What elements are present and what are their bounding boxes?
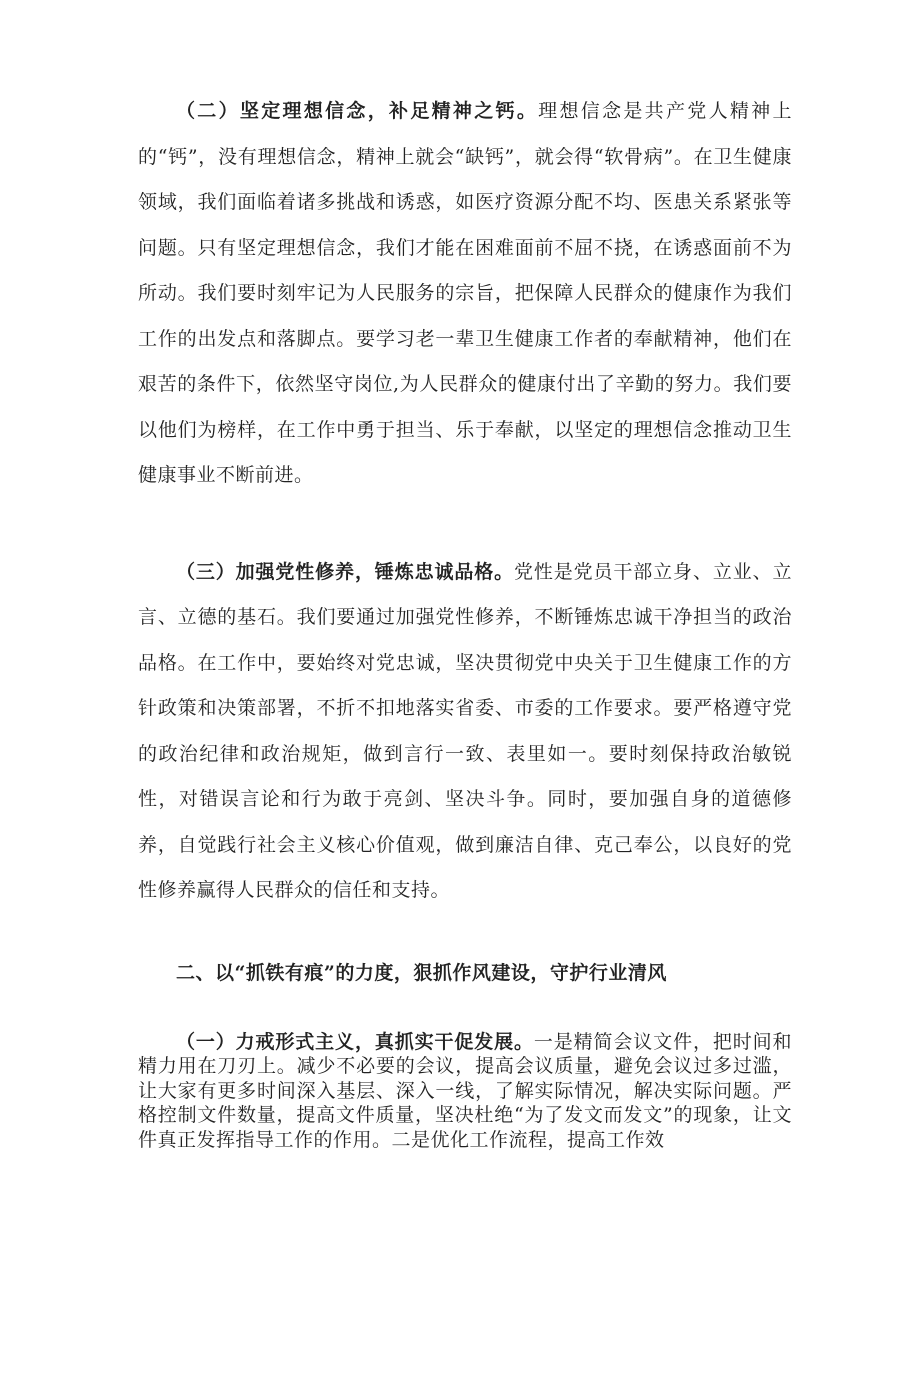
paragraph-strengthen-ideals xyxy=(138,89,792,499)
document-page xyxy=(0,89,920,1390)
paragraph-lead: （三）加强党性修养，锤炼忠诚品格。 xyxy=(176,560,514,583)
paragraph-body: 理想信念是共产党人精神上的“钙”，没有理想信念，精神上就会“缺钙”，就会得“软骨病”。在卫生健康领域，我们面临着诸多挑战和诱惑，如医疗资源分配不均、医患关系紧张等问题。只有坚定理想信念，我们才能在困难面前不屈不挠，在诱惑面前不为所动。我们要时刻牢记为人民服务的宗旨，把保障人民群众的健康作为我们工作的出发点和落脚点。要学习老一辈卫生健康工作者的奉献精神，他们在艰苦的条件下，依然坚守岗位,为人民群众的健康付出了辛勤的努力。我们要以他们为榜样，在工作中勇于担当、乐于奉献，以坚定的理想信念推动卫生健康事业不断前进。 xyxy=(138,100,792,486)
section-heading: 二、以“抓铁有痕”的力度，狠抓作风建设，守护行业清风 xyxy=(176,961,667,984)
paragraph-party-spirit xyxy=(138,550,792,914)
paragraph-anti-formalism xyxy=(138,1030,792,1153)
paragraph-body: 党性是党员干部立身、立业、立言、立德的基石。我们要通过加强党性修养，不断锤炼忠诚干净担当的政治品格。在工作中，要始终对党忠诚，坚决贯彻党中央关于卫生健康工作的方针政策和决策部署，不折不扣地落实省委、市委的工作要求。要严格遵守党的政治纪律和政治规矩，做到言行一致、表里如一。要时刻保持政治敏锐性，对错误言论和行为敢于亮剑、坚决斗争。同时，要加强自身的道德修养，自觉践行社会主义核心价值观，做到廉洁自律、克己奉公，以良好的党性修养赢得人民群众的信任和支持。 xyxy=(138,560,792,901)
paragraph-lead: （二）坚定理想信念，补足精神之钙。 xyxy=(176,100,539,122)
paragraph-body: 一是精简会议文件，把时间和精力用在刀刃上。减少不必要的会议，提高会议质量，避免会议过多过滥，让大家有更多时间深入基层、深入一线，了解实际情况，解决实际问题。严格控制文件数量，提高文件质量，坚决杜绝“为了发文而发文”的现象，让文件真正发挥指导工作的作用。二是优化工作流程，提高工作效 xyxy=(138,1030,792,1151)
paragraph-lead: （一）力戒形式主义，真抓实干促发展。 xyxy=(176,1030,534,1053)
